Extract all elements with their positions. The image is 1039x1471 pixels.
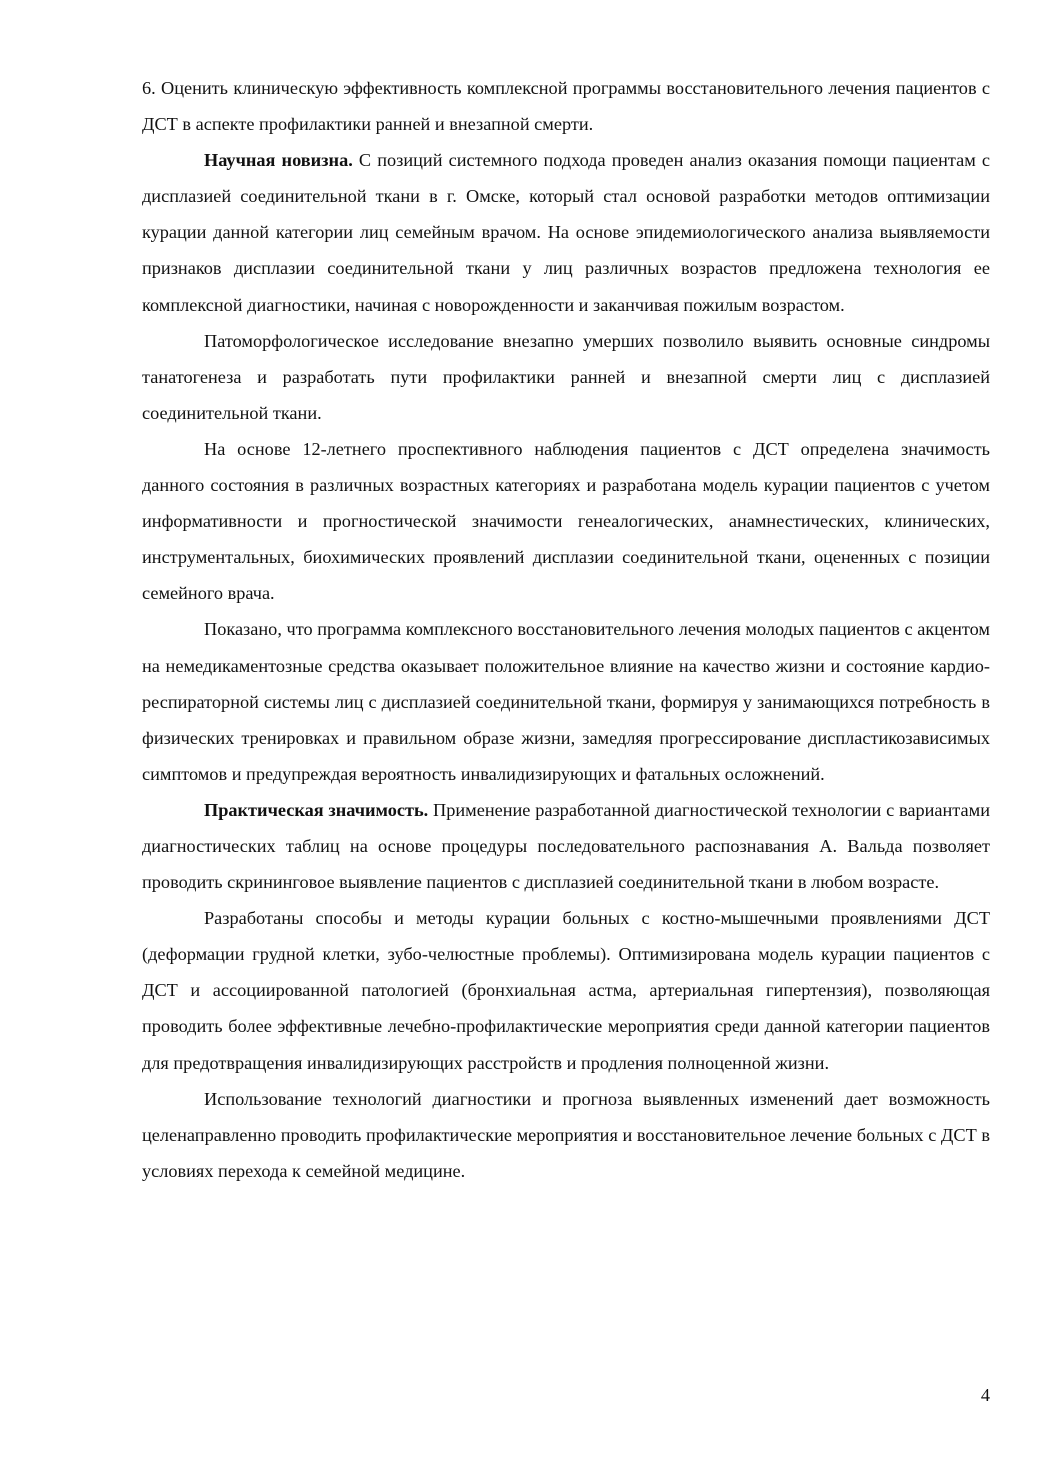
paragraph-pathomorphology — [142, 323, 990, 431]
paragraph-text: Использование технологий диагностики и прогноза выявленных изменений дает возможность целенаправленно проводить профилактические мероприятия и восстановительное лечение больных с ДСТ в условиях перехода к семейной медицине. — [142, 1088, 990, 1181]
paragraph-text: 6. Оценить клиническую эффективность комплексной программы восстановительного лечения пациентов с ДСТ в аспекте профилактики ранней и внезапной смерти. — [142, 78, 990, 135]
paragraph-text: Применение разработанной диагностической технологии с вариантами диагностических таблиц на основе процедуры последовательного распознавания А. Вальда позволяет проводить скрининговое выявление пациентов с дисплазией соединительной ткани в любом возрасте. — [142, 799, 990, 893]
paragraph-rehabilitation — [142, 611, 990, 791]
paragraph-scientific-novelty — [142, 142, 990, 322]
paragraph-methods — [142, 900, 990, 1080]
paragraph-task-6 — [142, 70, 990, 142]
page-body — [142, 70, 990, 1189]
paragraph-text: Разработаны способы и методы курации больных с костно-мышечными проявлениями ДСТ (деформации грудной клетки, зубо-челюстные проблемы). Оптимизирована модель курации пациентов с ДСТ и ассоциированной патологией (бронхиальная астма, артериальная гипертензия), позволяющая проводить более эффективные лечебно-профилактические мероприятия среди данной категории пациентов для предотвращения инвалидизирующих расстройств и продления полноценной жизни. — [142, 908, 990, 1073]
paragraph-practical-significance — [142, 792, 990, 900]
paragraph-text: На основе 12-летнего проспективного наблюдения пациентов с ДСТ определена значимость данного состояния в различных возрастных категориях и разработана модель курации пациентов с учетом информативности и прогностической значимости генеалогических, анамнестических, клинических, инструментальных, биохимических проявлений дисплазии соединительной ткани, оцененных с позиции семейного врача. — [142, 438, 990, 604]
paragraph-text: Показано, что программа комплексного восстановительного лечения молодых пациентов с акцентом на немедикаментозные средства оказывает положительное влияние на качество жизни и состояние кардио-респираторной системы лиц с дисплазией соединительной ткани, формируя у занимающихся потребность в физических тренировках и правильном образе жизни, замедляя прогрессирование диспластикозависимых симптомов и предупреждая вероятность инвалидизирующих и фатальных осложнений. — [142, 619, 990, 784]
paragraph-text: Патоморфологическое исследование внезапно умерших позволило выявить основные синдромы танатогенеза и разработать пути профилактики ранней и внезапной смерти лиц с дисплазией соединительной ткани. — [142, 330, 990, 423]
section-heading-practical-significance: Практическая значимость. — [204, 799, 429, 820]
paragraph-technologies — [142, 1081, 990, 1189]
paragraph-observation — [142, 431, 990, 611]
page-number: 4 — [980, 1385, 990, 1405]
section-heading-scientific-novelty: Научная новизна. — [204, 150, 353, 171]
paragraph-text: С позиций системного подхода проведен анализ оказания помощи пациентам с дисплазией соединительной ткани в г. Омске, который стал основой разработки методов оптимизации курации данной категории лиц семейным врачом. На основе эпидемиологического анализа выявляемости признаков дисплазии соединительной ткани у лиц различных возрастов предложена технология ее комплексной диагностики, начиная с новорожденности и заканчивая пожилым возрастом. — [142, 150, 990, 315]
